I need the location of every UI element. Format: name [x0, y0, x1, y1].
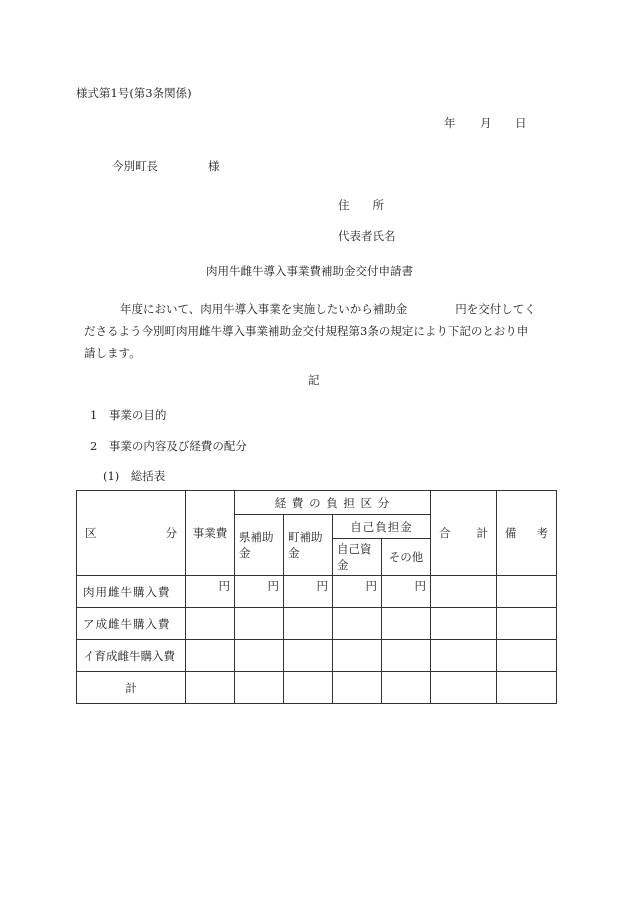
body-line-1 [84, 298, 554, 320]
document-title: 肉用牛雌牛導入事業費補助金交付申請書 [206, 264, 413, 278]
body-paragraph [84, 298, 554, 364]
empty-cell[interactable] [333, 672, 382, 704]
header-kubun: 区 分 [77, 491, 186, 576]
row-label: 肉用雌牛購入費 [77, 576, 186, 608]
form-number: 様式第1号(第3条関係) [76, 86, 192, 100]
table-row [77, 672, 557, 704]
yen-unit: 円 [382, 576, 431, 608]
header-sonota: その他 [382, 539, 431, 576]
empty-cell[interactable] [284, 640, 333, 672]
empty-cell[interactable] [186, 672, 235, 704]
date-month: 月 [480, 116, 492, 130]
empty-cell[interactable] [382, 672, 431, 704]
addressee-name: 今別町長 [112, 159, 158, 173]
header-jiko: 自己負担金 [333, 515, 431, 539]
header-biko: 備 考 [497, 491, 557, 576]
table-row [77, 608, 557, 640]
empty-cell[interactable] [431, 608, 497, 640]
address-label: 住 所 [338, 198, 384, 212]
empty-cell[interactable] [186, 640, 235, 672]
item-2: 2 事業の内容及び経費の配分 [90, 439, 247, 453]
empty-cell[interactable] [333, 640, 382, 672]
empty-cell[interactable] [431, 576, 497, 608]
empty-cell[interactable] [497, 672, 557, 704]
empty-cell[interactable] [497, 608, 557, 640]
body-line-1a: 年度において、肉用牛導入事業を実施したいから補助金 [120, 302, 408, 316]
header-jigyohi: 事業費 [186, 491, 235, 576]
body-line-2: ださるよう今別町肉用雌牛導入事業補助金交付規程第3条の規定により下記のとおり申 [84, 324, 529, 338]
row-label: ア成雌牛購入費 [77, 608, 186, 640]
empty-cell[interactable] [284, 608, 333, 640]
header-gokei: 合 計 [431, 491, 497, 576]
representative-label: 代表者氏名 [338, 229, 396, 243]
empty-cell[interactable] [497, 576, 557, 608]
addressee-honorific: 様 [208, 159, 220, 173]
header-jiko-shikin: 自己資金 [333, 539, 382, 576]
yen-unit: 円 [186, 576, 235, 608]
empty-cell[interactable] [235, 608, 284, 640]
item-1: 1 事業の目的 [90, 408, 167, 422]
empty-cell[interactable] [186, 608, 235, 640]
empty-cell[interactable] [382, 640, 431, 672]
empty-cell[interactable] [333, 608, 382, 640]
row-label: イ育成雌牛購入費 [77, 640, 186, 672]
empty-cell[interactable] [284, 672, 333, 704]
header-keihi: 経 費 の 負 担 区 分 [235, 491, 431, 515]
sub-item-1: (1) 総括表 [103, 469, 166, 483]
empty-cell[interactable] [235, 640, 284, 672]
row-label-total: 計 [77, 672, 186, 704]
ki-heading: 記 [308, 373, 320, 387]
body-line-1b: 円を交付してく [455, 302, 536, 316]
header-cho: 町補助金 [284, 515, 333, 576]
empty-cell[interactable] [382, 608, 431, 640]
empty-cell[interactable] [235, 672, 284, 704]
yen-unit: 円 [333, 576, 382, 608]
summary-table [76, 490, 557, 704]
table-row [77, 576, 557, 608]
empty-cell[interactable] [431, 640, 497, 672]
empty-cell[interactable] [431, 672, 497, 704]
date-year: 年 [444, 116, 456, 130]
date-day: 日 [515, 116, 527, 130]
header-ken: 県補助金 [235, 515, 284, 576]
yen-unit: 円 [284, 576, 333, 608]
yen-unit: 円 [235, 576, 284, 608]
empty-cell[interactable] [497, 640, 557, 672]
table-row [77, 640, 557, 672]
body-line-3: 請します。 [84, 346, 141, 360]
